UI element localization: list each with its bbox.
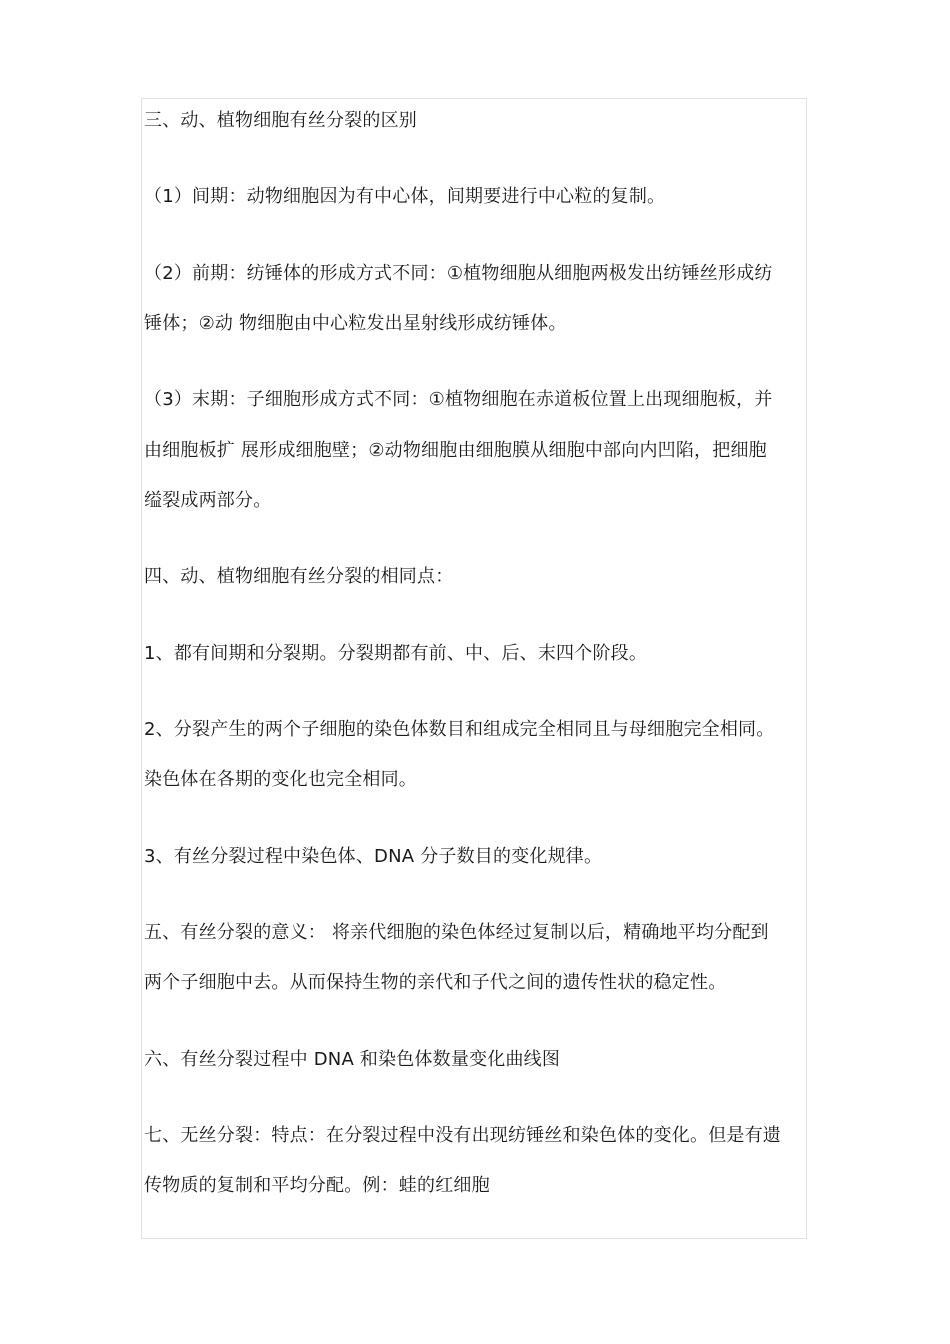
paragraph-prophase-line-1: （2）前期：纺锤体的形成方式不同：①植物细胞从细胞两极发出纺锤丝形成纺 <box>144 263 773 284</box>
paragraph-section-7-line-1: 七、无丝分裂：特点：在分裂过程中没有出现纺锤丝和染色体的变化。但是有遗 <box>144 1125 781 1146</box>
heading-section-3: 三、动、植物细胞有丝分裂的区别 <box>144 110 417 131</box>
paragraph-telophase-line-3: 缢裂成两部分。 <box>144 490 272 511</box>
paragraph-point-1: 1、都有间期和分裂期。分裂期都有前、中、后、末四个阶段。 <box>144 643 648 664</box>
paragraph-point-2-line-1: 2、分裂产生的两个子细胞的染色体数目和组成完全相同且与母细胞完全相同。 <box>144 719 775 740</box>
paragraph-point-3: 3、有丝分裂过程中染色体、DNA 分子数目的变化规律。 <box>144 846 603 867</box>
paragraph-section-5-line-2: 两个子细胞中去。从而保持生物的亲代和子代之间的遗传性状的稳定性。 <box>144 972 727 993</box>
heading-section-4: 四、动、植物细胞有丝分裂的相同点： <box>144 566 454 587</box>
heading-section-6: 六、有丝分裂过程中 DNA 和染色体数量变化曲线图 <box>144 1049 561 1070</box>
paragraph-point-2-line-2: 染色体在各期的变化也完全相同。 <box>144 769 417 790</box>
paragraph-section-5-line-1: 五、有丝分裂的意义： 将亲代细胞的染色体经过复制以后，精确地平均分配到 <box>144 922 769 943</box>
paragraph-prophase-line-2: 锤体；②动 物细胞由中心粒发出星射线形成纺锤体。 <box>144 313 567 334</box>
paragraph-interphase: （1）间期：动物细胞因为有中心体，间期要进行中心粒的复制。 <box>144 186 666 207</box>
paragraph-section-7-line-2: 传物质的复制和平均分配。例：蛙的红细胞 <box>144 1175 490 1196</box>
paragraph-telophase-line-1: （3）末期：子细胞形成方式不同：①植物细胞在赤道板位置上出现细胞板，并 <box>144 389 773 410</box>
paragraph-telophase-line-2: 由细胞板扩 展形成细胞壁；②动物细胞由细胞膜从细胞中部向内凹陷，把细胞 <box>144 440 767 461</box>
